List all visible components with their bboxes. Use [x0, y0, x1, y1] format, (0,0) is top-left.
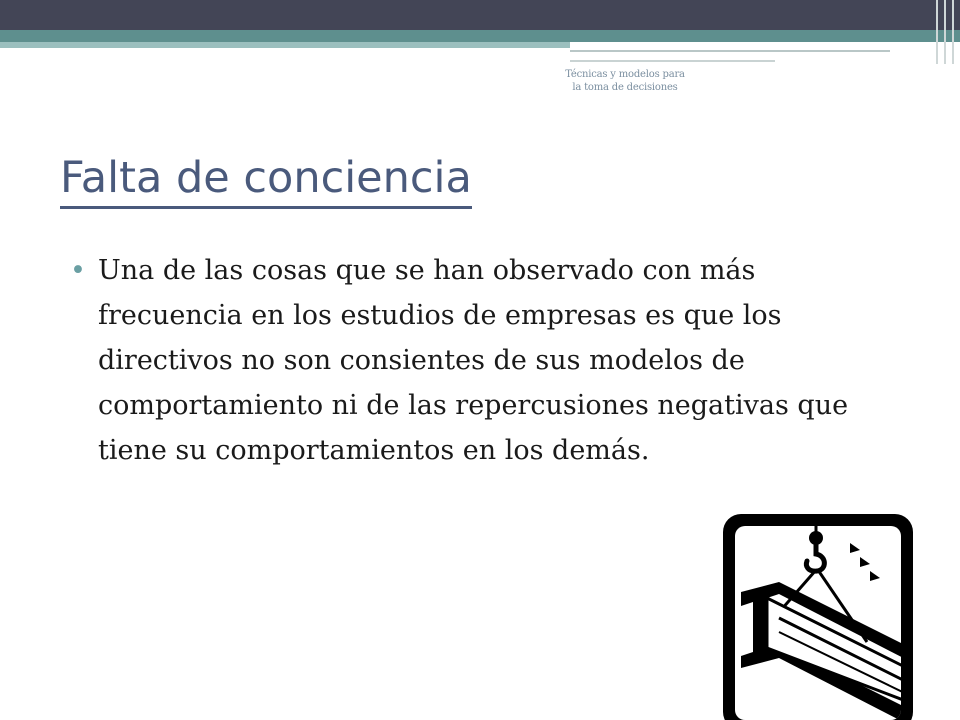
- bullet-dot-icon: •: [70, 255, 86, 286]
- bullet-text: Una de las cosas que se han observado con más frecuencia en los estudios de empresas es que los directivos no son consientes de sus modelos de comportamiento ni de las repercusiones negativas que tiene su comportamientos en los demás.: [98, 255, 849, 466]
- slide-title: Falta de conciencia: [60, 150, 472, 209]
- crane-hook-lifting-beam-icon: [719, 510, 917, 720]
- frame-lines: [930, 0, 960, 64]
- header-note-line1: Técnicas y modelos para: [565, 69, 685, 80]
- teal-band: [0, 30, 960, 42]
- teal-accent-band: [0, 42, 570, 48]
- top-bar: [0, 0, 960, 30]
- decor-line: [570, 60, 775, 62]
- bullet-list: [70, 248, 900, 473]
- bullet-item: [70, 248, 900, 473]
- decor-line: [570, 50, 890, 52]
- header-note: [540, 68, 710, 94]
- header-note-line2: la toma de decisiones: [572, 82, 678, 93]
